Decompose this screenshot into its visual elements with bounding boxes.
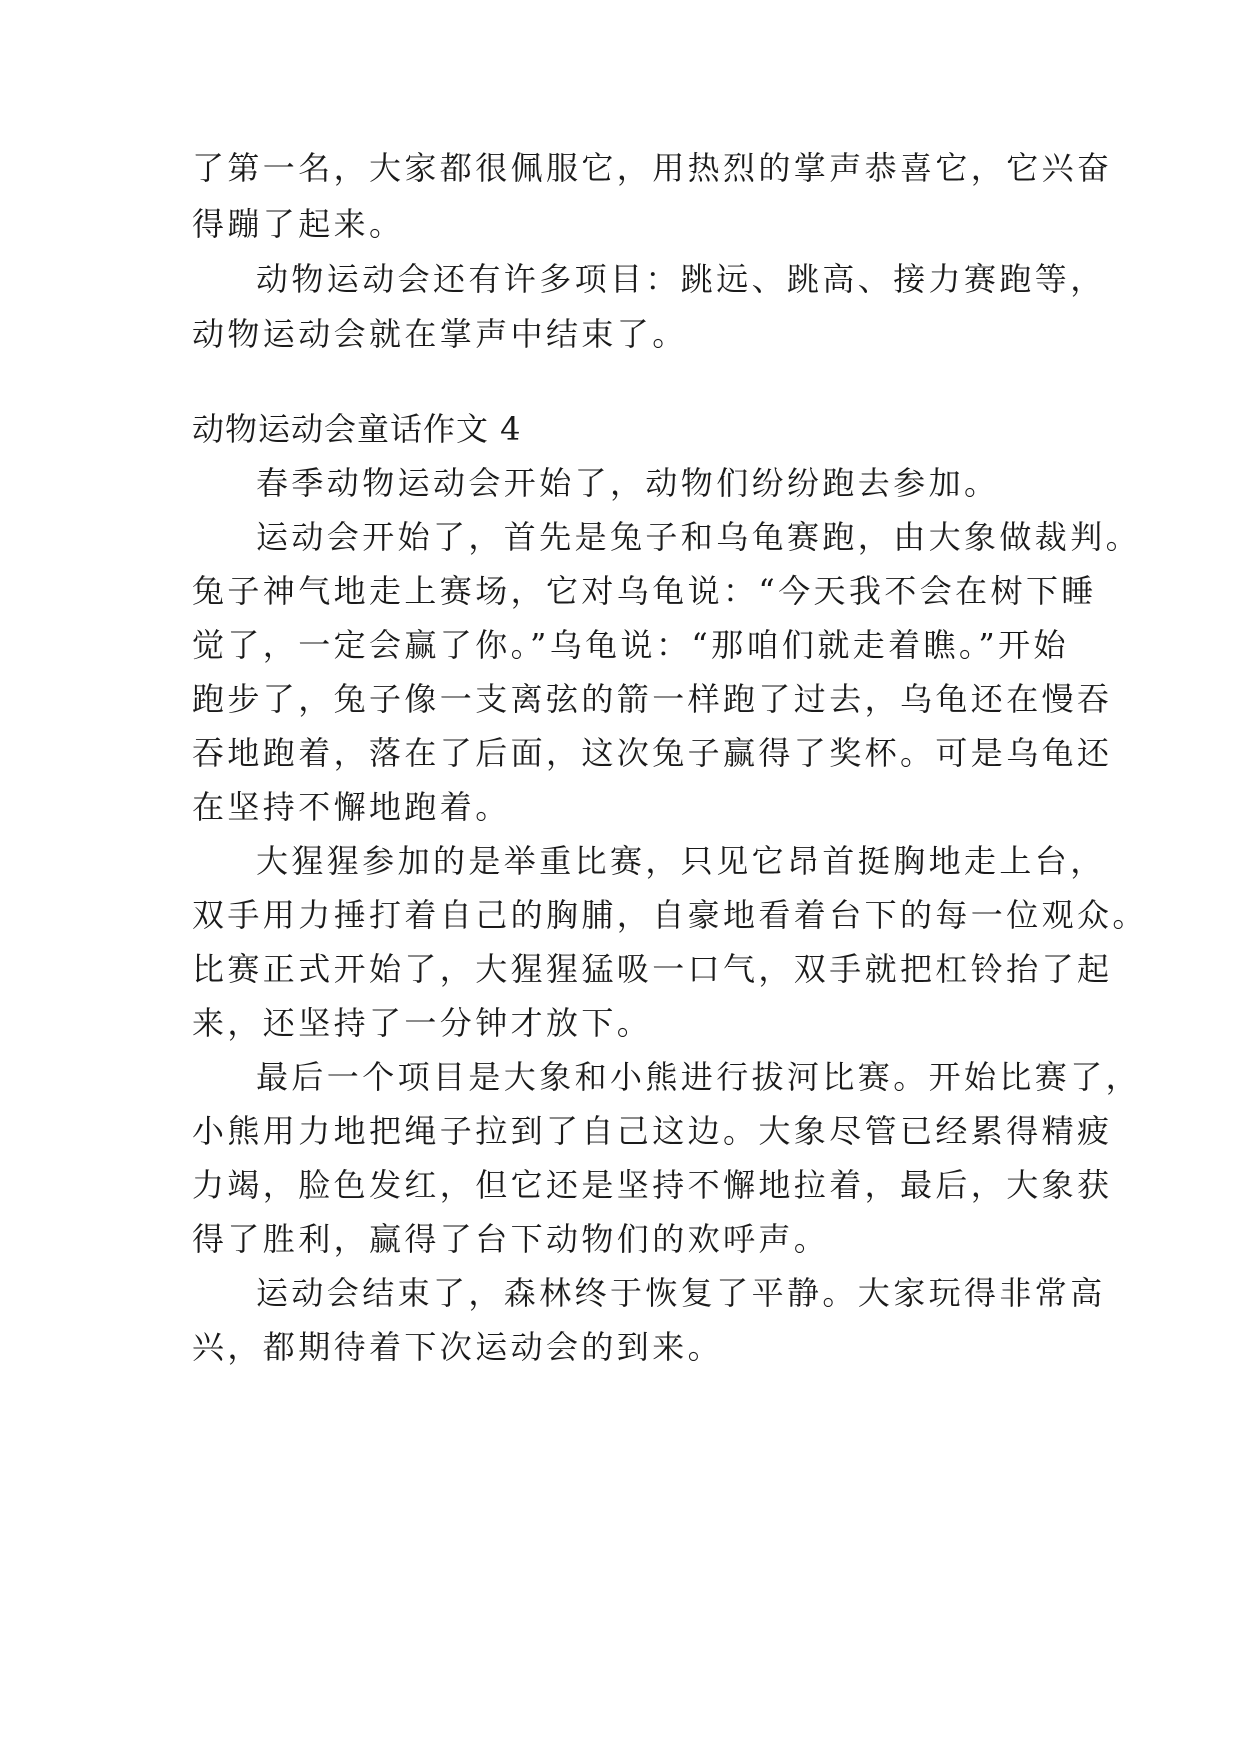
text-line: 春季动物运动会开始了，动物们纷纷跑去参加。 <box>256 464 1000 502</box>
text-line: 小熊用力地把绳子拉到了自己这边。大象尽管已经累得精疲 <box>192 1112 1113 1150</box>
text-line: 双手用力捶打着自己的胸脯，自豪地看着台下的每一位观众。 <box>192 896 1148 934</box>
text-line: 得蹦了起来。 <box>192 205 405 243</box>
text-line: 大猩猩参加的是举重比赛，只见它昂首挺胸地走上台， <box>256 842 1106 880</box>
text-line: 最后一个项目是大象和小熊进行拔河比赛。开始比赛了， <box>256 1058 1142 1096</box>
text-line: 兴，都期待着下次运动会的到来。 <box>192 1328 724 1366</box>
text-line: 吞地跑着，落在了后面，这次兔子赢得了奖杯。可是乌龟还 <box>192 734 1113 772</box>
text-line: 兔子神气地走上赛场，它对乌龟说：“今天我不会在树下睡 <box>192 572 1097 610</box>
text-line: 运动会结束了，森林终于恢复了平静。大家玩得非常高 <box>256 1274 1106 1312</box>
text-line: 动物运动会还有许多项目：跳远、跳高、接力赛跑等， <box>256 260 1106 298</box>
text-line: 来，还坚持了一分钟才放下。 <box>192 1004 653 1042</box>
text-line: 在坚持不懈地跑着。 <box>192 788 511 826</box>
text-line: 得了胜利，赢得了台下动物们的欢呼声。 <box>192 1220 830 1258</box>
text-line: 力竭，脸色发红，但它还是坚持不懈地拉着，最后，大象获 <box>192 1166 1113 1204</box>
text-line: 了第一名，大家都很佩服它，用热烈的掌声恭喜它，它兴奋 <box>192 149 1113 187</box>
text-line: 跑步了，兔子像一支离弦的箭一样跑了过去，乌龟还在慢吞 <box>192 680 1113 718</box>
text-line: 比赛正式开始了，大猩猩猛吸一口气，双手就把杠铃抬了起 <box>192 950 1113 988</box>
text-line: 觉了，一定会赢了你。”乌龟说：“那咱们就走着瞧。”开始 <box>192 626 1069 664</box>
section-title: 动物运动会童话作文 4 <box>192 410 522 448</box>
text-line: 动物运动会就在掌声中结束了。 <box>192 315 688 353</box>
text-line: 运动会开始了，首先是兔子和乌龟赛跑，由大象做裁判。 <box>256 518 1142 556</box>
